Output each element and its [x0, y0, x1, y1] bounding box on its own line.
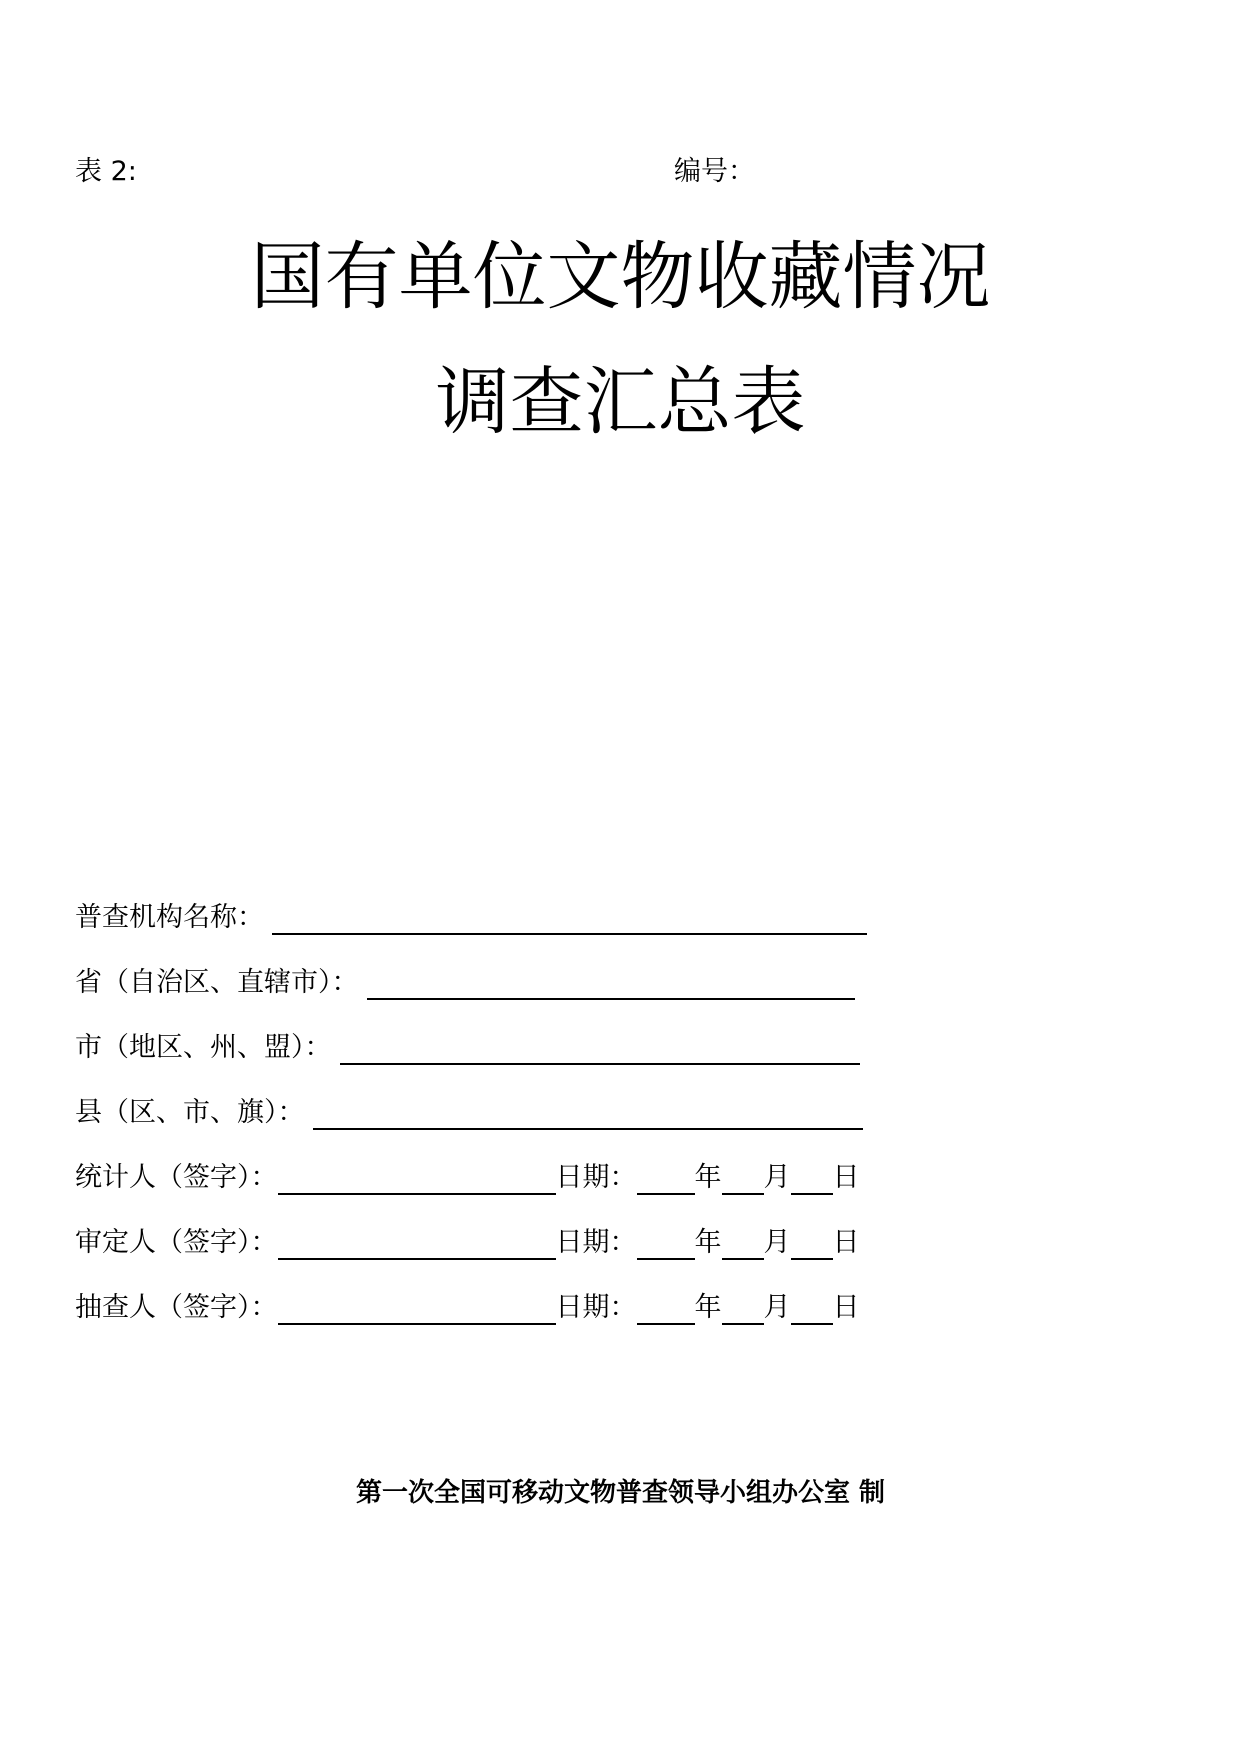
- city-input-line[interactable]: [340, 1033, 860, 1065]
- inspector-signature-row: [75, 1285, 860, 1325]
- document-title-line-1: 国有单位文物收藏情况: [250, 234, 991, 320]
- agency-name-row: [75, 895, 867, 935]
- compiler-month-label: 月: [763, 1162, 791, 1193]
- inspector-signature-line[interactable]: [278, 1293, 556, 1325]
- reviewer-signature-line[interactable]: [278, 1228, 556, 1260]
- reviewer-year-line[interactable]: [637, 1228, 695, 1260]
- city-label: 市（地区、州、盟）：: [75, 1032, 332, 1063]
- county-row: [75, 1090, 863, 1130]
- reviewer-day-line[interactable]: [791, 1228, 833, 1260]
- compiler-month-line[interactable]: [722, 1163, 764, 1195]
- reviewer-signature-row: [75, 1220, 860, 1260]
- reviewer-year-label: 年: [694, 1227, 722, 1258]
- issuing-office-footer: 第一次全国可移动文物普查领导小组办公室 制: [355, 1478, 886, 1508]
- inspector-month-line[interactable]: [722, 1293, 764, 1325]
- reviewer-month-label: 月: [763, 1227, 791, 1258]
- province-row: [75, 960, 855, 1000]
- inspector-date-label: 日期：: [555, 1292, 637, 1323]
- compiler-signature-label: 统计人（签字）：: [75, 1162, 278, 1193]
- compiler-year-line[interactable]: [637, 1163, 695, 1195]
- compiler-day-label: 日: [832, 1162, 860, 1193]
- city-row: [75, 1025, 860, 1065]
- inspector-year-line[interactable]: [637, 1293, 695, 1325]
- form-number-label: 表 2:: [75, 156, 137, 187]
- inspector-month-label: 月: [763, 1292, 791, 1323]
- province-input-line[interactable]: [367, 968, 855, 1000]
- compiler-day-line[interactable]: [791, 1163, 833, 1195]
- county-label: 县（区、市、旗）：: [75, 1097, 305, 1128]
- compiler-signature-line[interactable]: [278, 1163, 556, 1195]
- reviewer-month-line[interactable]: [722, 1228, 764, 1260]
- county-input-line[interactable]: [313, 1098, 863, 1130]
- document-title-line-2: 调查汇总表: [435, 359, 806, 445]
- compiler-signature-row: [75, 1155, 860, 1195]
- agency-name-label: 普查机构名称：: [75, 902, 264, 933]
- reviewer-date-label: 日期：: [555, 1227, 637, 1258]
- agency-name-input-line[interactable]: [272, 903, 867, 935]
- inspector-signature-label: 抽查人（签字）：: [75, 1292, 278, 1323]
- compiler-date-label: 日期：: [555, 1162, 637, 1193]
- inspector-day-label: 日: [832, 1292, 860, 1323]
- reviewer-signature-label: 审定人（签字）：: [75, 1227, 278, 1258]
- inspector-year-label: 年: [694, 1292, 722, 1323]
- serial-number-label: 编号：: [674, 156, 755, 187]
- province-label: 省（自治区、直辖市）：: [75, 967, 359, 998]
- inspector-day-line[interactable]: [791, 1293, 833, 1325]
- reviewer-day-label: 日: [832, 1227, 860, 1258]
- compiler-year-label: 年: [694, 1162, 722, 1193]
